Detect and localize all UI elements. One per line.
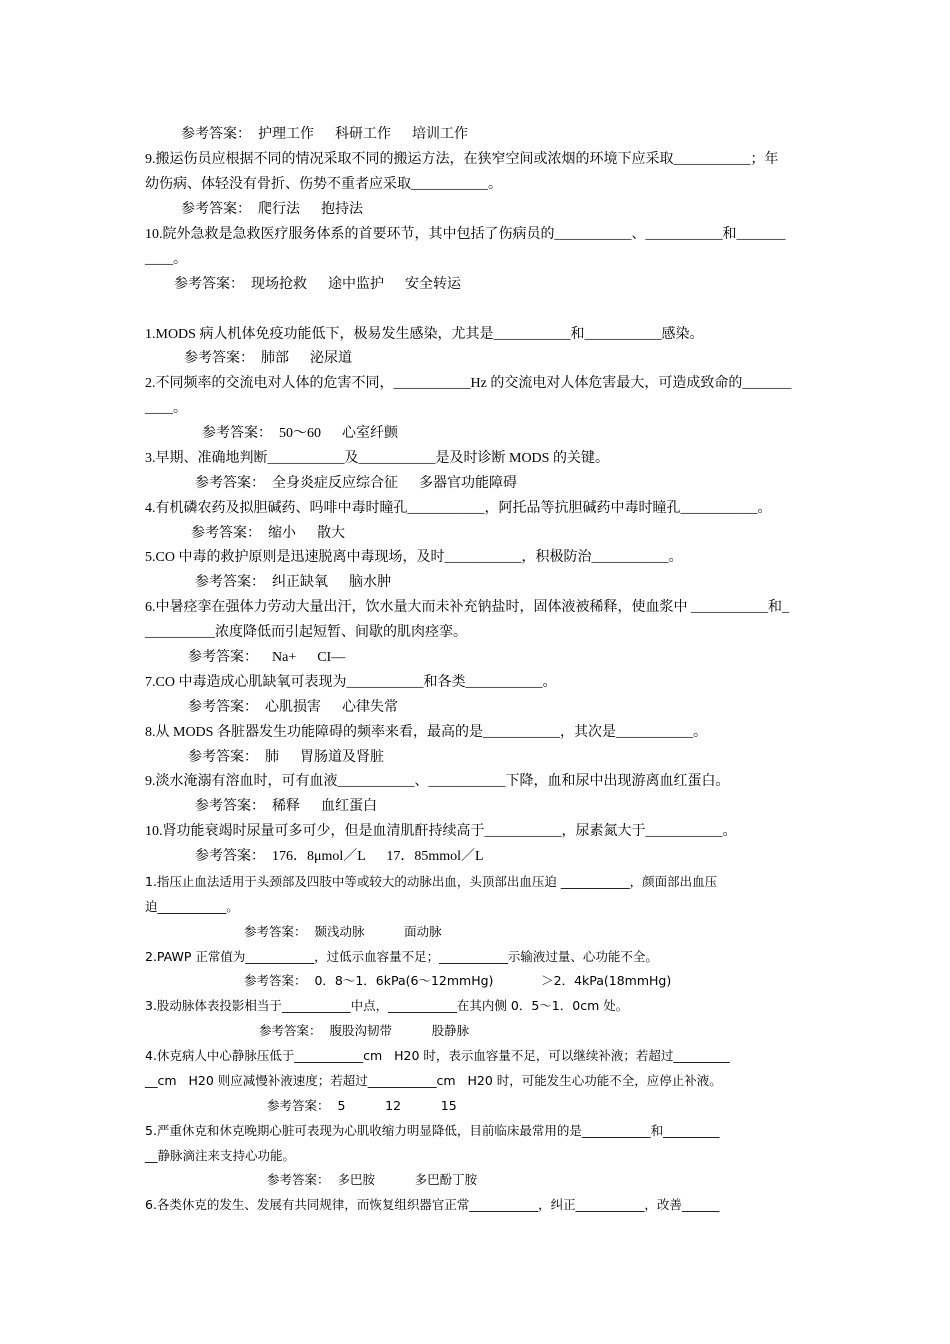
question-line: 迫___________。 — [145, 899, 239, 914]
answer-line: 参考答案： 0．8～1．6kPa(6～12mmHg) ＞2．4kPa(18mmHg) — [244, 973, 672, 988]
question-line: 10.肾功能衰竭时尿量可多可少，但是血清肌酐持续高于___________，尿素氮大于___________。 — [145, 824, 737, 839]
question-line: 9.淡水淹溺有溶血时，可有血液___________、___________下降，血和尿中出现游离血红蛋白。 — [145, 774, 730, 789]
question-line: 4.休克病人中心静脉压低于___________cm H20 时，表示血容量不足，可以继续补液；若超过_________ — [145, 1048, 730, 1063]
answer-line: 参考答案： 176．8μmol／L 17．85mmol／L — [195, 849, 484, 864]
question-line: ____。 — [145, 401, 187, 416]
question-line: 3.早期、准确地判断___________及___________是及时诊断 MODS 的关键。 — [145, 451, 609, 466]
question-line: 4.有机磷农药及拟胆碱药、吗啡中毒时瞳孔___________，阿托品等抗胆碱药中毒时瞳孔___________。 — [145, 501, 772, 516]
question-line: 7.CO 中毒造成心肌缺氧可表现为___________和各类___________。 — [145, 675, 557, 690]
answer-line: 参考答案： 心肌损害 心律失常 — [188, 700, 398, 715]
question-line: 1.指压止血法适用于头颈部及四肢中等或较大的动脉出血，头顶部出血压迫 ___________，颜面部出血压 — [145, 874, 718, 889]
answer-line: 参考答案： 稀释 血红蛋白 — [195, 799, 377, 814]
answer-line: 参考答案： 纠正缺氧 脑水肿 — [195, 575, 391, 590]
question-line: 1.MODS 病人机体免疫功能低下，极易发生感染，尤其是___________和___________感染。 — [145, 327, 704, 342]
answer-line: 参考答案： Na+ CI— — [188, 650, 346, 665]
question-line: 9.搬运伤员应根据不同的情况采取不同的搬运方法，在狭窄空间或浓烟的环境下应采取___________；年 — [145, 152, 779, 167]
question-line: __________浓度降低而引起短暂、间歇的肌肉痉挛。 — [145, 625, 467, 640]
question-line: 6.各类休克的发生、发展有共同规律，而恢复组织器官正常___________，纠正___________，改善______ — [145, 1197, 720, 1212]
question-line: 3.股动脉体表投影相当于___________中点，___________在其内侧 0．5～1．0cm 处。 — [145, 998, 629, 1013]
question-line: 2.不同频率的交流电对人体的危害不同，___________Hz 的交流电对人体危害最大，可造成致命的_______ — [145, 376, 792, 391]
question-line: __cm H20 则应减慢补液速度；若超过___________cm H20 时，可能发生心功能不全，应停止补液。 — [145, 1073, 722, 1088]
question-line: __静脉滴注来支持心功能。 — [145, 1148, 296, 1163]
answer-line: 参考答案： 50～60 心室纤颤 — [202, 426, 398, 441]
question-line: 幼伤病、体轻没有骨折、伤势不重者应采取___________。 — [145, 177, 502, 192]
question-line: 5.CO 中毒的救护原则是迅速脱离中毒现场，及时___________，积极防治___________。 — [145, 550, 683, 565]
answer-line: 参考答案： 肺部 泌尿道 — [184, 351, 352, 366]
question-line: ____。 — [145, 252, 187, 267]
answer-line: 参考答案： 现场抢救 途中监护 安全转运 — [174, 277, 461, 292]
answer-line: 参考答案： 全身炎症反应综合征 多器官功能障碍 — [195, 476, 517, 491]
answer-line: 参考答案： 多巴胺 多巴酚丁胺 — [267, 1172, 478, 1187]
answer-line: 参考答案： 颞浅动脉 面动脉 — [244, 924, 442, 939]
question-line: 8.从 MODS 各脏器发生功能障碍的频率来看，最高的是___________，其次是___________。 — [145, 725, 707, 740]
question-line: 10.院外急救是急救医疗服务体系的首要环节，其中包括了伤病员的___________、___________和_______ — [145, 227, 786, 242]
answer-line: 参考答案： 缩小 散大 — [191, 526, 345, 541]
question-line: 5.严重休克和休克晚期心脏可表现为心肌收缩力明显降低，目前临床最常用的是___________和_________ — [145, 1123, 720, 1138]
answer-line: 参考答案： 5 12 15 — [267, 1098, 457, 1113]
answer-line: 参考答案： 腹股沟韧带 股静脉 — [259, 1023, 470, 1038]
question-line: 6.中暑痉挛在强体力劳动大量出汗，饮水量大而未补充钠盐时，固体液被稀释，使血浆中 ___________和_ — [145, 600, 789, 615]
answer-line: 参考答案： 肺 胃肠道及肾脏 — [188, 750, 384, 765]
answer-line: 参考答案： 爬行法 抱持法 — [181, 202, 363, 217]
answer-line: 参考答案： 护理工作 科研工作 培训工作 — [181, 127, 468, 142]
question-line: 2.PAWP 正常值为___________，过低示血容量不足；___________示输液过量、心功能不全。 — [145, 949, 658, 964]
